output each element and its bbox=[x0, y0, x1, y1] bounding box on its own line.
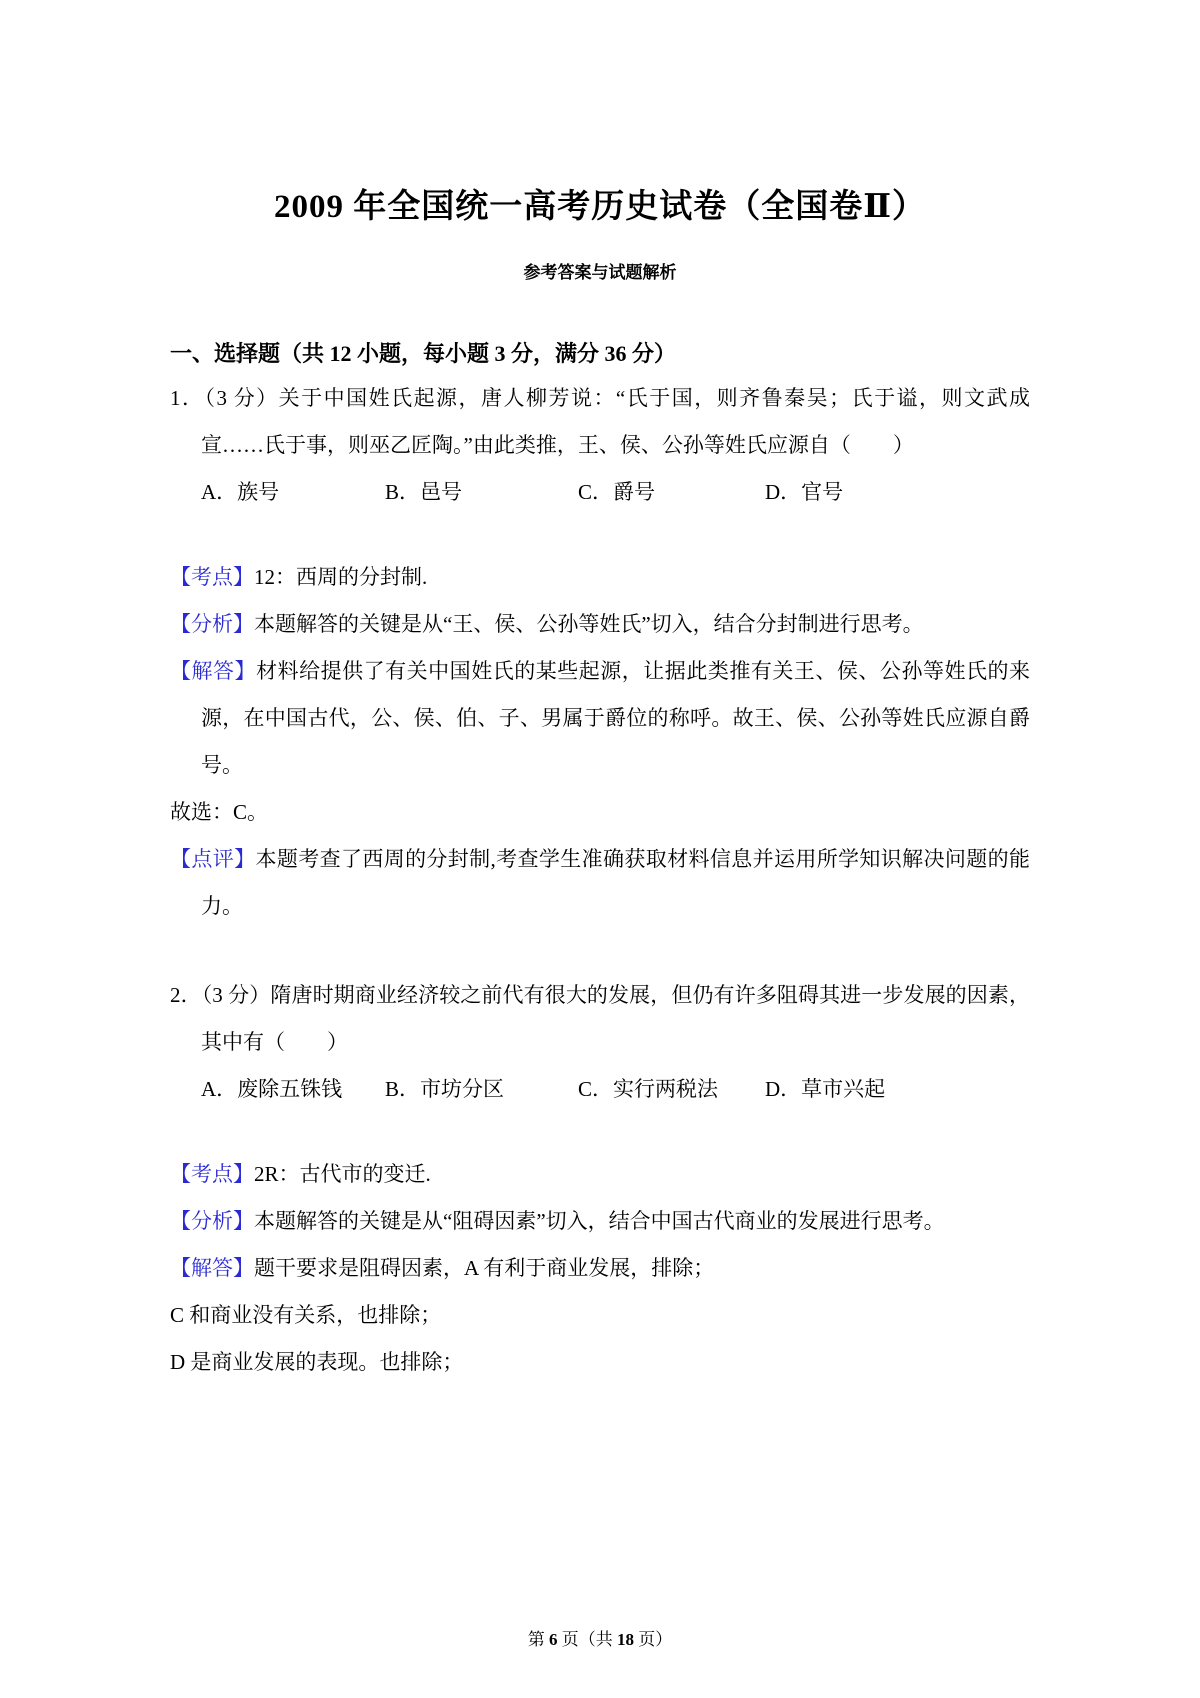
question-2-jieda bbox=[170, 1245, 1030, 1292]
kaodian-text: 12：西周的分封制. bbox=[254, 564, 428, 589]
question-1-option-b: B．邑号 bbox=[385, 479, 463, 504]
fenxi-text: 本题解答的关键是从“阻碍因素”切入，结合中国古代商业的发展进行思考。 bbox=[254, 1208, 945, 1233]
question-1-jieda bbox=[170, 648, 1030, 789]
question-1-option-c: C．爵号 bbox=[578, 479, 656, 504]
fenxi-tag: 【分析】 bbox=[170, 611, 254, 636]
footer-total-pages: 18 bbox=[617, 1630, 634, 1649]
dianping-tag: 【点评】 bbox=[170, 846, 256, 871]
jieda-tag: 【解答】 bbox=[170, 1255, 254, 1280]
question-2-jieda-line-c: C 和商业没有关系，也排除； bbox=[170, 1302, 442, 1327]
question-1-fenxi bbox=[170, 601, 1030, 648]
jieda-text: 题干要求是阻碍因素，A 有利于商业发展，排除； bbox=[254, 1255, 715, 1280]
question-2-option-a: A．废除五铢钱 bbox=[201, 1076, 343, 1101]
question-2-jieda-line-d: D 是商业发展的表现。也排除； bbox=[170, 1349, 464, 1374]
question-2-option-b: B．市坊分区 bbox=[385, 1076, 505, 1101]
section-heading: 一、选择题（共 12 小题，每小题 3 分，满分 36 分） bbox=[170, 340, 677, 366]
kaodian-tag: 【考点】 bbox=[170, 1161, 254, 1186]
question-1-dianping bbox=[170, 836, 1030, 930]
question-1-options bbox=[170, 469, 1030, 516]
page-footer bbox=[0, 1625, 1200, 1650]
kaodian-text: 2R：古代市的变迁. bbox=[254, 1161, 431, 1186]
jieda-tag: 【解答】 bbox=[170, 658, 257, 683]
document-subtitle: 参考答案与试题解析 bbox=[523, 262, 677, 282]
fenxi-text: 本题解答的关键是从“王、侯、公孙等姓氏”切入，结合分封制进行思考。 bbox=[254, 611, 924, 636]
question-1-option-d: D．官号 bbox=[765, 479, 844, 504]
question-2-option-c: C．实行两税法 bbox=[578, 1076, 719, 1101]
fenxi-tag: 【分析】 bbox=[170, 1208, 254, 1233]
question-2-stem: 2．（3 分）隋唐时期商业经济较之前代有很大的发展，但仍有许多阻碍其进一步发展的因素，其中有（ ） bbox=[170, 982, 1030, 1054]
question-2-kaodian bbox=[170, 1151, 1030, 1198]
document-title: 2009 年全国统一高考历史试卷（全国卷Ⅱ） bbox=[273, 189, 927, 225]
jieda-text: 材料给提供了有关中国姓氏的某些起源，让据此类推有关王、侯、公孙等姓氏的来源，在中国古代，公、侯、伯、子、男属于爵位的称呼。故王、侯、公孙等姓氏应源自爵号。 bbox=[201, 658, 1031, 777]
question-1-stem: 1．（3 分）关于中国姓氏起源，唐人柳芳说：“氏于国，则齐鲁秦吴；氏于谥，则文武成宣……氏于事，则巫乙匠陶。”由此类推，王、侯、公孙等姓氏应源自（ ） bbox=[170, 385, 1030, 457]
footer-mid: 页（共 bbox=[557, 1630, 617, 1649]
footer-suffix: 页） bbox=[634, 1630, 673, 1649]
kaodian-tag: 【考点】 bbox=[170, 564, 254, 589]
question-1-answer: 故选：C。 bbox=[170, 799, 269, 824]
question-2-fenxi bbox=[170, 1198, 1030, 1245]
footer-prefix: 第 bbox=[527, 1630, 549, 1649]
dianping-text: 本题考查了西周的分封制,考查学生准确获取材料信息并运用所学知识解决问题的能力。 bbox=[201, 846, 1031, 918]
question-1-kaodian bbox=[170, 554, 1030, 601]
question-1-option-a: A．族号 bbox=[201, 479, 280, 504]
footer-page-number: 6 bbox=[549, 1630, 558, 1649]
question-2-options bbox=[170, 1066, 1030, 1113]
question-2-option-d: D．草市兴起 bbox=[765, 1076, 886, 1101]
